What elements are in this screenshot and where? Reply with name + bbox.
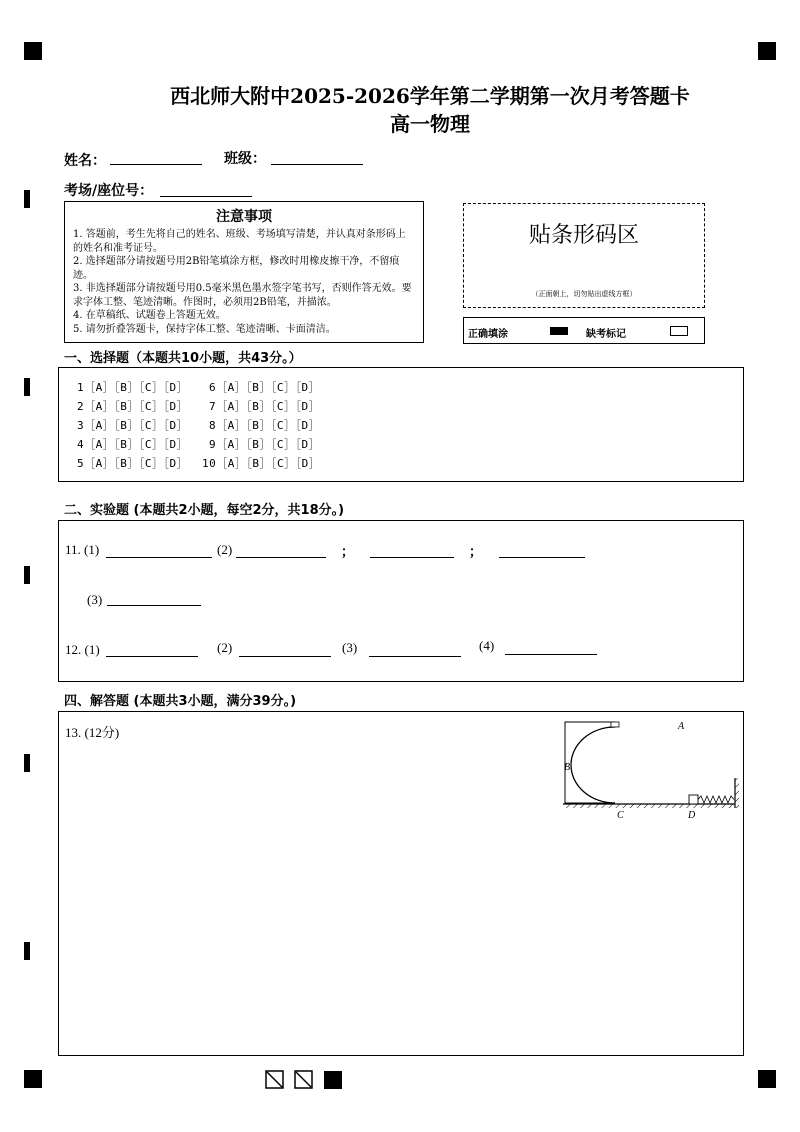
q12-2-blank[interactable] — [239, 656, 331, 657]
page-code-marks — [265, 1070, 347, 1090]
q11-2-blank-a[interactable] — [236, 557, 326, 558]
corner-mark — [24, 1070, 42, 1088]
q11-2-blank-c[interactable] — [499, 557, 585, 558]
name-field[interactable] — [110, 164, 202, 165]
notice-item: 2. 选择题部分请按题号用2B铅笔填涂方框，修改时用橡皮擦干净，不留痕迹。 — [73, 256, 400, 281]
correct-fill-label: 正确填涂 — [468, 329, 508, 340]
q12-label: 12. (1) — [65, 642, 100, 657]
q11-3-blank[interactable] — [107, 605, 201, 606]
section-4-heading: 四、解答题 (本题共3小题，满分39分。) — [64, 694, 297, 709]
spring-icon — [698, 796, 734, 803]
separator: ； — [469, 545, 483, 560]
seat-field[interactable] — [160, 196, 252, 197]
choice-row[interactable]: 2［A］［B］［C］［D］ — [77, 400, 189, 413]
q11-2-blank-b[interactable] — [370, 557, 454, 558]
notice-heading: 注意事项 — [216, 209, 272, 225]
corner-mark — [24, 42, 42, 60]
point-b-label: B — [564, 762, 571, 773]
barcode-area — [463, 203, 705, 308]
notice-item: 3. 非选择题部分请按题号用0.5毫米黑色墨水签字笔书写，否则作答无效。要求字体工整、笔迹清晰。作图时，必须用2B铅笔，并描浓。 — [73, 283, 412, 308]
correct-fill-sample — [550, 327, 568, 335]
corner-mark — [758, 1070, 776, 1088]
choice-row[interactable]: 6［A］［B］［C］［D］ — [209, 381, 321, 394]
class-field[interactable] — [271, 164, 363, 165]
barcode-label: 贴条形码区 — [528, 223, 639, 248]
experiment-answer-box — [58, 520, 744, 682]
block-icon — [689, 795, 698, 804]
page-title: 西北师大附中2025-2026学年第二学期第一次月考答题卡 — [170, 84, 690, 108]
q12-3-blank[interactable] — [369, 656, 461, 657]
timing-mark — [24, 190, 30, 208]
section-1-heading: 一、选择题（本题共10小题，共43分。） — [64, 351, 302, 366]
choice-row[interactable]: 8［A］［B］［C］［D］ — [209, 419, 321, 432]
q11-label: 11. (1) — [65, 542, 100, 557]
choice-row[interactable]: 10［A］［B］［C］［D］ — [202, 457, 321, 470]
choice-row[interactable]: 1［A］［B］［C］［D］ — [77, 381, 189, 394]
q12-1-blank[interactable] — [106, 656, 198, 657]
class-label: 班级： — [224, 151, 266, 167]
fill-example-row — [463, 317, 705, 344]
solution-answer-box[interactable] — [58, 711, 744, 1056]
timing-mark — [24, 942, 30, 960]
timing-mark — [24, 566, 30, 584]
q11-3-label: (3) — [87, 592, 103, 607]
choice-answer-box — [58, 367, 744, 482]
page-subtitle: 高一物理 — [390, 112, 470, 136]
absent-mark-box[interactable] — [670, 326, 688, 336]
timing-mark — [24, 754, 30, 772]
q12-3-label: (3) — [342, 640, 358, 655]
seat-label: 考场/座位号： — [64, 183, 154, 199]
point-a-label: A — [678, 721, 685, 732]
timing-mark — [24, 378, 30, 396]
notice-item: 5. 请勿折叠答题卡，保持字体工整、笔迹清晰、卡面清洁。 — [73, 323, 336, 335]
choice-row[interactable]: 5［A］［B］［C］［D］ — [77, 457, 189, 470]
q13-figure — [559, 716, 745, 821]
q11-2-label: (2) — [217, 542, 233, 557]
corner-mark — [758, 42, 776, 60]
q13-label: 13. (12分) — [65, 725, 120, 740]
section-2-heading: 二、实验题 (本题共2小题，每空2分，共18分。) — [64, 503, 345, 518]
point-c-label: C — [617, 810, 624, 821]
choice-row[interactable]: 9［A］［B］［C］［D］ — [209, 438, 321, 451]
separator: ； — [341, 545, 355, 560]
point-d-label: D — [688, 810, 696, 821]
q11-1-blank[interactable] — [106, 557, 212, 558]
q12-2-label: (2) — [217, 640, 233, 655]
q12-4-label: (4) — [479, 638, 495, 653]
barcode-hint: （正面朝上，切勿贴出虚线方框） — [531, 290, 637, 298]
absent-label: 缺考标记 — [586, 329, 626, 340]
name-label: 姓名： — [64, 153, 106, 169]
q12-4-blank[interactable] — [505, 654, 597, 655]
notice-item: 4. 在草稿纸、试题卷上答题无效。 — [73, 310, 226, 321]
choice-row[interactable]: 7［A］［B］［C］［D］ — [209, 400, 321, 413]
notice-box — [64, 201, 424, 343]
choice-row[interactable]: 3［A］［B］［C］［D］ — [77, 419, 189, 432]
notice-item: 1. 答题前，考生先将自己的姓名、班级、考场填写清楚，并认真对条形码上的姓名和准考证号。 — [73, 229, 406, 254]
choice-row[interactable]: 4［A］［B］［C］［D］ — [77, 438, 189, 451]
